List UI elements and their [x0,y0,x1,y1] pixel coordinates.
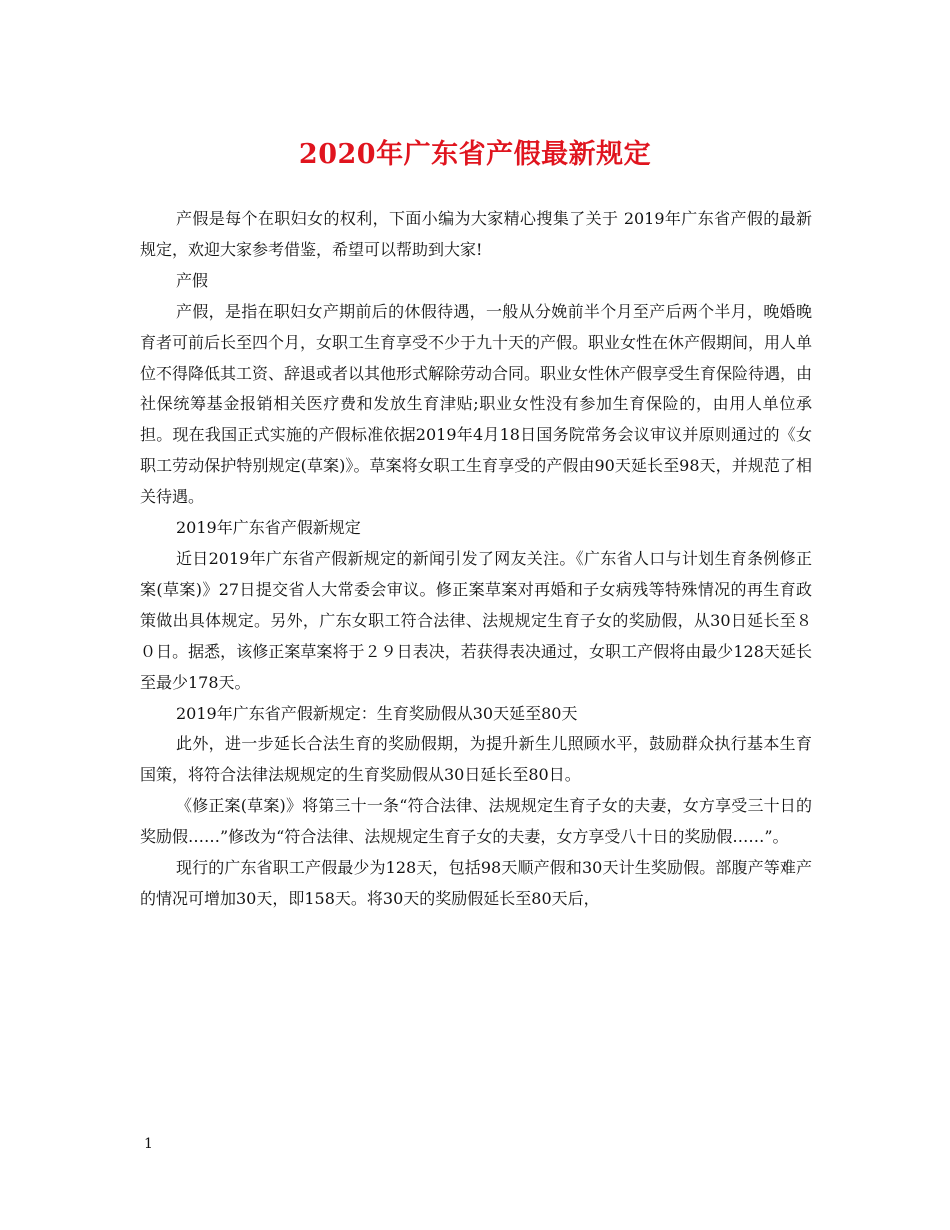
section-heading-reward-leave: 2019年广东省产假新规定：生育奖励假从30天延至80天 [176,703,578,723]
document-body [140,204,812,915]
paragraph-intro: 产假是每个在职妇女的权利，下面小编为大家精心搜集了关于 2019年广东省产假的最新规定，欢迎大家参考借鉴，希望可以帮助到大家! [140,209,812,259]
section-heading-new-rules: 2019年广东省产假新规定 [176,518,361,538]
paragraph-amendment: 《修正案(草案)》将第三十一条“符合法律、法规规定生育子女的夫妻，女方享受三十日的奖励假……”修改为“符合法律、法规规定生育子女的夫妻，女方享受八十日的奖励假……”。 [140,796,812,847]
paragraph-extension: 此外，进一步延长合法生育的奖励假期，为提升新生儿照顾水平，鼓励群众执行基本生育国策，将符合法律法规规定的生育奖励假从30日延长至80日。 [140,734,812,785]
paragraph-definition: 产假，是指在职妇女产期前后的休假待遇，一般从分娩前半个月至产后两个半月，晚婚晚育者可前后长至四个月，女职工生育享受不少于九十天的产假。职业女性在休产假期间，用人单位不得降低其工资、辞退或者以其他形式解除劳动合同。职业女性休产假享受生育保险待遇，由社保统筹基金报销相关医疗费和发放生育津贴;职业女性没有参加生育保险的，由用人单位承担。现在我国正式实施的产假标准依据2019年4月18日国务院常务会议审议并原则通过的《女职工劳动保护特别规定(草案)》。草案将女职工生育享受的产假由90天延长至98天，并规范了相关待遇。 [140,301,813,507]
section-heading-maternity-leave: 产假 [176,270,209,290]
document-title: 2020年广东省产假最新规定 [298,139,652,170]
paragraph-news: 近日2019年广东省产假新规定的新闻引发了网友关注。《广东省人口与计划生育条例修正案(草案)》27日提交省人大常委会审议。修正案草案对再婚和子女病残等特殊情况的再生育政策做出具体规定。另外，广东女职工符合法律、法规规定生育子女的奖励假，从30日延长至８０日。据悉，该修正案草案将于２９日表决，若获得表决通过，女职工产假将由最少128天延长至最少178天。 [140,548,812,692]
page-number: 1 [144,1136,153,1152]
paragraph-current-rules: 现行的广东省职工产假最少为128天，包括98天顺产假和30天计生奖励假。部腹产等难产的情况可增加30天，即158天。将30天的奖励假延长至80天后， [140,858,812,908]
